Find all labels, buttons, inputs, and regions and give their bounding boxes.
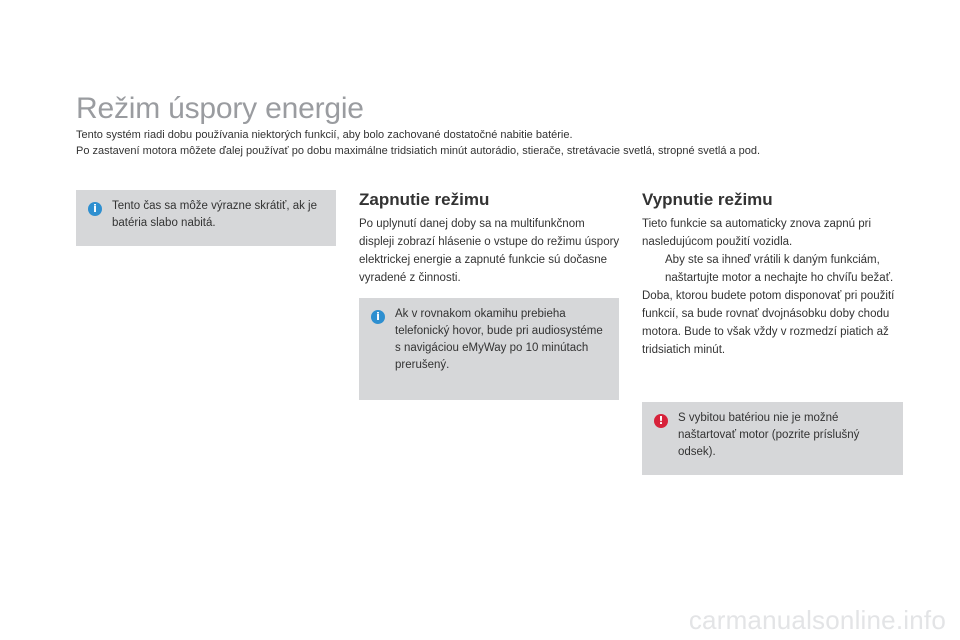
- section-paragraph: Doba, ktorou budete potom disponovať pri použití funkcií, sa bude rovnať dvojnásobku doby chodu motora. Bude to však vždy v rozmedzí piatich až tridsiatich minút.: [642, 290, 895, 356]
- info-icon: i: [371, 310, 385, 324]
- warning-icon: !: [654, 414, 668, 428]
- watermark: carmanualsonline.info: [688, 605, 946, 635]
- info-note-phone: [359, 298, 619, 400]
- section-heading-off: Vypnutie režimu: [642, 190, 773, 209]
- intro-line-1: Tento systém riadi dobu používania niektorých funkcií, aby bolo zachované dostatočné nabitie batérie.: [76, 129, 573, 141]
- info-note-text: Ak v rovnakom okamihu prebieha telefonický hovor, bude pri audiosystéme s navigáciou eMyWay po 10 minútach prerušený.: [395, 308, 603, 371]
- section-text-off: [642, 215, 907, 359]
- section-paragraph: Tieto funkcie sa automaticky znova zapnú pri nasledujúcom použití vozidla.: [642, 218, 872, 248]
- warning-note: [642, 402, 903, 475]
- section-text-on: Po uplynutí danej doby sa na multifunkčnom displeji zobrazí hlásenie o vstupe do režimu úspory elektrickej energie a zapnuté funkcie sú dočasne vyradené z činnosti.: [359, 218, 620, 284]
- info-note-text: Tento čas sa môže výrazne skrátiť, ak je batéria slabo nabitá.: [112, 200, 318, 229]
- section-heading-on: Zapnutie režimu: [359, 190, 490, 209]
- page-title: Režim úspory energie: [76, 92, 364, 125]
- bullet-text: Aby ste sa ihneď vrátili k daným funkciám, naštartujte motor a nechajte ho chvíľu bežať.: [665, 254, 894, 284]
- bullet-mark: [642, 251, 665, 287]
- intro-text: [76, 127, 936, 159]
- info-icon: i: [88, 202, 102, 216]
- intro-line-2: Po zastavení motora môžete ďalej používať po dobu maximálne tridsiatich minút autorádio, stierače, stretávacie svetlá, stropné svetlá a pod.: [76, 145, 761, 157]
- info-note-battery: [76, 190, 336, 246]
- bullet-item: [642, 251, 907, 287]
- warning-note-text: S vybitou batériou nie je možné naštartovať motor (pozrite príslušný odsek).: [678, 412, 860, 458]
